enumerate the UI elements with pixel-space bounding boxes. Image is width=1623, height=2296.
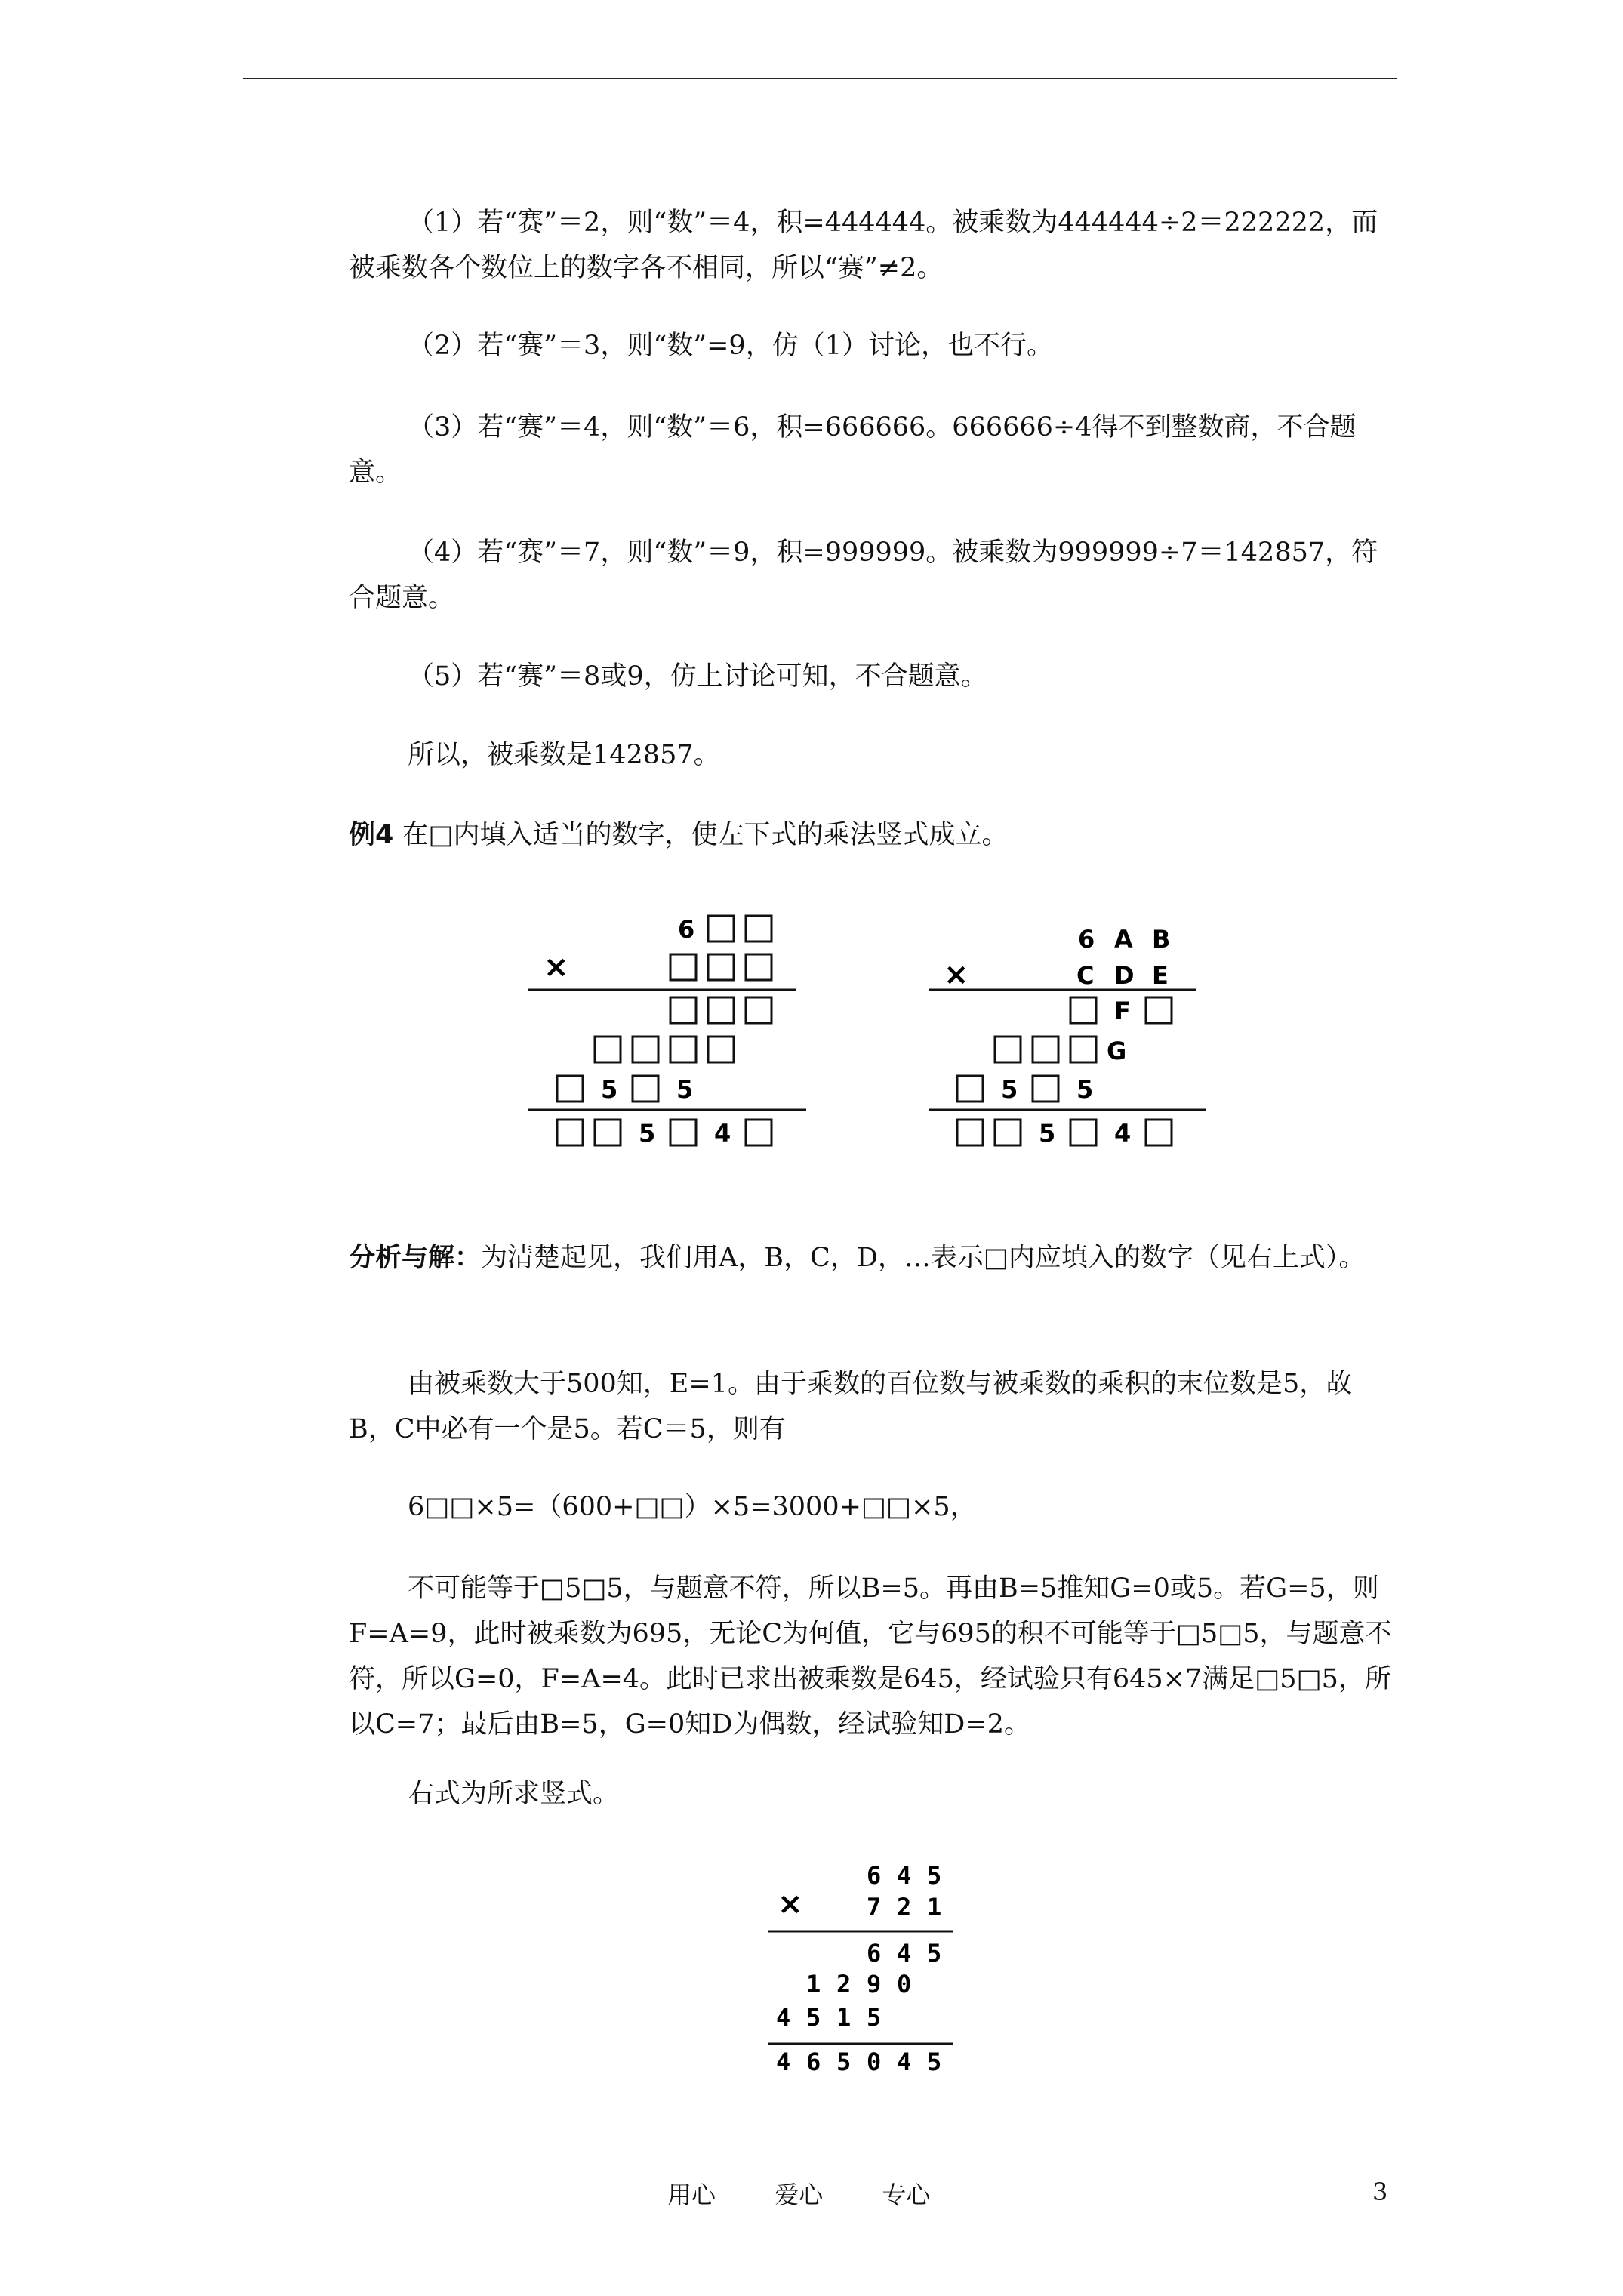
blank-box bbox=[633, 1037, 658, 1062]
solution-digit: 5 bbox=[836, 2048, 852, 2076]
blank-box bbox=[557, 1076, 583, 1102]
digit-label: 5 bbox=[1039, 1119, 1056, 1148]
footer-item: 专心 bbox=[882, 2180, 931, 2209]
blank-box bbox=[1146, 1120, 1172, 1145]
footer-item: 爱心 bbox=[775, 2180, 824, 2209]
paragraph-case-5: （5）若“赛”＝8或9，仿上讨论可知，不合题意。 bbox=[408, 661, 987, 692]
paragraph-case-4: （4）若“赛”＝7，则“数”＝9，积=999999。被乘数为999999÷7＝142857，符合题意。 bbox=[349, 538, 1378, 613]
blank-box bbox=[595, 1120, 621, 1145]
blank-box bbox=[670, 1120, 696, 1145]
example-4-text: 在□内填入适当的数字，使左下式的乘法竖式成立。 bbox=[393, 820, 1009, 850]
letter-E: E bbox=[1152, 961, 1169, 990]
times-sign: × bbox=[944, 957, 969, 992]
blank-box bbox=[670, 954, 696, 980]
paragraph-equation: 6□□×5=（600+□□）×5=3000+□□×5， bbox=[408, 1492, 977, 1522]
blank-box bbox=[1146, 997, 1172, 1023]
digit-label: 6 bbox=[678, 915, 695, 944]
analysis-label: 分析与解： bbox=[349, 1243, 482, 1273]
digit-label: 5 bbox=[639, 1119, 656, 1148]
letter-G: G bbox=[1107, 1037, 1127, 1065]
blank-box bbox=[670, 997, 696, 1023]
solution-digit: 6 bbox=[806, 2048, 821, 2076]
solution-digit: 6 bbox=[867, 1939, 882, 1968]
digit-label: 5 bbox=[1001, 1075, 1018, 1104]
blank-box bbox=[1070, 1120, 1096, 1145]
paragraph-reasoning-1: 由被乘数大于500知，E=1。由于乘数的百位数与被乘数的乘积的末位数是5，故B，C中必有一个是5。若C＝5，则有 bbox=[349, 1369, 1353, 1444]
blank-box bbox=[995, 1120, 1021, 1145]
paragraph-case-2: （2）若“赛”＝3，则“数”=9，仿（1）讨论，也不行。 bbox=[408, 331, 1053, 361]
solution-digit: 5 bbox=[927, 1861, 942, 1890]
blank-box bbox=[670, 1037, 696, 1062]
solution-digit: 0 bbox=[897, 1970, 912, 1999]
solution-digit: 5 bbox=[867, 2003, 882, 2032]
blank-box bbox=[1033, 1076, 1058, 1102]
blank-box bbox=[746, 997, 771, 1023]
footer-item: 用心 bbox=[667, 2180, 716, 2209]
letter-B: B bbox=[1152, 925, 1171, 954]
solution-digit: 4 bbox=[897, 1861, 912, 1890]
example-4-heading bbox=[349, 812, 1397, 858]
blank-box bbox=[708, 916, 734, 942]
solution-digit: 1 bbox=[806, 1970, 821, 1999]
digit-label: 4 bbox=[1114, 1119, 1132, 1148]
solution-digit: 1 bbox=[927, 1893, 942, 1922]
solution-digit: 4 bbox=[776, 2048, 791, 2076]
times-sign: × bbox=[544, 950, 569, 985]
solution-figure bbox=[755, 1850, 981, 2084]
solution-digit: 5 bbox=[806, 2003, 821, 2032]
paragraph-result-intro: 右式为所求竖式。 bbox=[408, 1779, 620, 1809]
solution-digit: 5 bbox=[927, 2048, 942, 2076]
blank-box bbox=[708, 954, 734, 980]
solution-digit: 4 bbox=[897, 1939, 912, 1968]
blank-box bbox=[557, 1120, 583, 1145]
solution-digit: 1 bbox=[836, 2003, 852, 2032]
digit-label: 5 bbox=[676, 1075, 694, 1104]
letter-C: C bbox=[1076, 961, 1095, 990]
paragraph-conclusion: 所以，被乘数是142857。 bbox=[408, 740, 720, 770]
page-footer bbox=[667, 2176, 981, 2211]
example-4-label: 例4 bbox=[349, 820, 394, 850]
blank-box bbox=[708, 1037, 734, 1062]
letter-D: D bbox=[1114, 961, 1135, 990]
analysis-paragraph bbox=[349, 1235, 1397, 1281]
blank-box bbox=[1070, 997, 1096, 1023]
blank-box bbox=[633, 1076, 658, 1102]
blank-box bbox=[957, 1120, 983, 1145]
times-sign: × bbox=[778, 1887, 803, 1922]
paragraph-reasoning-2: 不可能等于□5□5，与题意不符，所以B=5。再由B=5推知G=0或5。若G=5，则F=A=9，此时被乘数为695，无论C为何值，它与695的积不可能等于□5□5，与题意不符，所以G=0，F=A=4。此时已求出被乘数是645，经试验只有645×7满足□5□5，所以C=7；最后由B=5，G=0知D为偶数，经试验知D=2。 bbox=[349, 1573, 1392, 1740]
solution-digit: 9 bbox=[867, 1970, 882, 1999]
blank-box bbox=[957, 1076, 983, 1102]
blank-box bbox=[746, 916, 771, 942]
blank-box bbox=[1070, 1037, 1096, 1062]
solution-digit: 2 bbox=[897, 1893, 912, 1922]
letter-F: F bbox=[1114, 997, 1131, 1025]
solution-digit: 4 bbox=[897, 2048, 912, 2076]
digit-label: 5 bbox=[601, 1075, 618, 1104]
paragraph-case-1: （1）若“赛”＝2，则“数”＝4，积=444444。被乘数为444444÷2＝222222，而被乘数各个数位上的数字各不相同，所以“赛”≠2。 bbox=[349, 208, 1378, 283]
solution-digit: 5 bbox=[927, 1939, 942, 1968]
blank-box bbox=[746, 954, 771, 980]
solution-digit: 6 bbox=[867, 1861, 882, 1890]
digit-label: 6 bbox=[1078, 925, 1095, 954]
solution-digit: 4 bbox=[776, 2003, 791, 2032]
digit-label: 5 bbox=[1076, 1075, 1094, 1104]
header-rule bbox=[243, 78, 1397, 79]
blank-box bbox=[708, 997, 734, 1023]
solution-digit: 7 bbox=[867, 1893, 882, 1922]
digit-label: 4 bbox=[714, 1119, 731, 1148]
letter-A: A bbox=[1114, 925, 1133, 954]
blank-box bbox=[746, 1120, 771, 1145]
blank-box bbox=[595, 1037, 621, 1062]
blank-box bbox=[995, 1037, 1021, 1062]
blank-box bbox=[1033, 1037, 1058, 1062]
solution-digit: 0 bbox=[867, 2048, 882, 2076]
paragraph-case-3: （3）若“赛”＝4，则“数”＝6，积=666666。666666÷4得不到整数商，不合题意。 bbox=[349, 412, 1357, 488]
page-number: 3 bbox=[1372, 2177, 1388, 2206]
puzzle-right-figure bbox=[921, 906, 1223, 1155]
analysis-text: 为清楚起见，我们用A，B，C，D，…表示□内应填入的数字（见右上式）。 bbox=[481, 1243, 1366, 1273]
solution-digit: 2 bbox=[836, 1970, 852, 1999]
puzzle-left-figure bbox=[521, 906, 823, 1155]
